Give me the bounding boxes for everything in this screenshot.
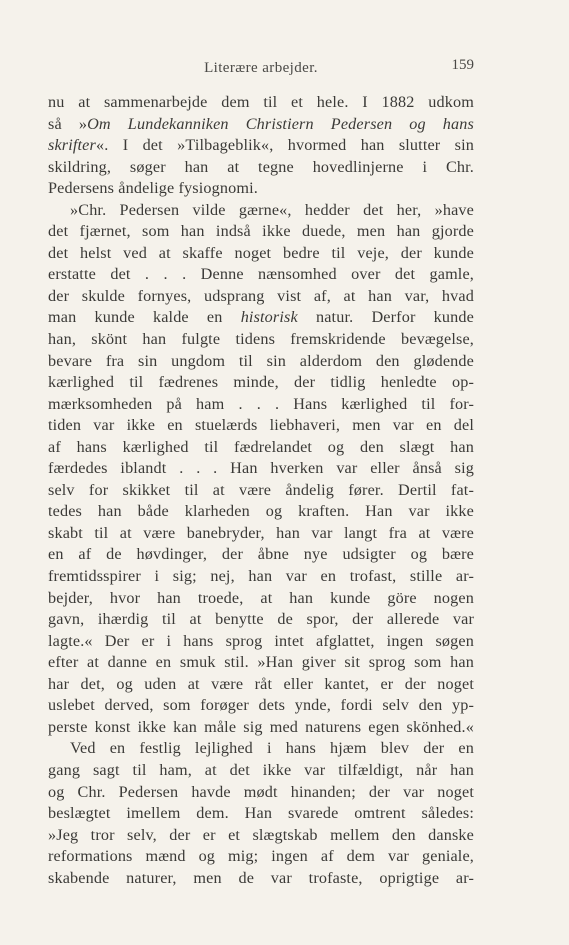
text-line: tedes han både klarheden og kraften. Han var ikke — [48, 502, 474, 521]
text-segment: natur. Derfor kunde — [297, 308, 474, 327]
text-line: perste konst ikke kan måle sig med naturens egen skönhed.« — [48, 717, 474, 736]
text-line: Pedersens åndelige fysiognomi. — [48, 179, 258, 198]
text-line: det helst ved at skaffe noget bedre til veje, der kunde — [48, 243, 474, 262]
text-line: har det, og uden at være råt eller kantet, er der noget — [48, 674, 474, 693]
italic-text: Om Lundekanniken Christiern Pedersen og hans — [87, 114, 474, 133]
text-line: »Chr. Pedersen vilde gærne«, hedder det her, »have — [70, 200, 474, 219]
text-line: færdedes iblandt . . . Han hverken var eller ånså sig — [48, 459, 474, 478]
text-line: erstatte det . . . Denne nænsomhed over det gamle, — [48, 265, 474, 284]
text-segment: man kunde kalde en — [48, 308, 241, 327]
text-line: der skulde fornyes, udsprang vist af, at han var, hvad — [48, 286, 474, 305]
text-line — [48, 135, 474, 157]
text-line: en af de høvdinger, der åbne nye udsigter og bære — [48, 545, 474, 564]
text-line: beslægtet imellem dem. Han svarede omtrent således: — [48, 804, 474, 823]
text-line: Ved en festlig lejlighed i hans hjæm blev der en — [70, 739, 474, 758]
text-line: selv for skikket til at være åndelig fører. Dertil fat- — [48, 480, 474, 499]
text-line: det fjærnet, som han indså ikke duede, men han gjorde — [48, 222, 474, 241]
text-line: og Chr. Pedersen havde mødt hinanden; der var noget — [48, 782, 474, 801]
body-text — [48, 92, 474, 889]
text-line: uslebet derved, som forøger dets ynde, fordi selv den yp- — [48, 696, 474, 715]
text-line: skabt til at være banebryder, han var langt fra at være — [48, 523, 474, 542]
text-segment: «. I det »Tilbageblik«, hvormed han slutter sin — [95, 136, 474, 155]
text-line: lagte.« Der er i hans sprog intet afglattet, ingen søgen — [48, 631, 474, 650]
running-head — [48, 57, 474, 82]
text-line: bejder, hvor han troede, at han kunde göre nogen — [48, 588, 474, 607]
text-line: af hans kærlighed til fædrelandet og den slægt han — [48, 437, 474, 456]
text-line — [48, 307, 474, 329]
text-segment: så » — [48, 114, 88, 133]
page-number: 159 — [451, 57, 474, 73]
text-line: efter at danne en smuk stil. »Han giver sit sprog som han — [48, 653, 474, 672]
text-line: skildring, søger han at tegne hovedlinjerne i Chr. — [48, 157, 474, 176]
text-line: bevare fra sin ungdom til sin alderdom den glødende — [48, 351, 474, 370]
text-line: nu at sammenarbejde dem til et hele. I 1882 udkom — [48, 93, 474, 111]
text-line: skabende naturer, men de var trofaste, oprigtige ar- — [48, 868, 474, 887]
italic-text: skrifter — [48, 136, 96, 155]
text-line: tiden var ikke en stuelærds liebhaveri, men var en del — [48, 416, 474, 435]
text-line: »Jeg tror selv, der er et slægtskab mellem den danske — [48, 825, 474, 844]
text-line: reformations mænd og mig; ingen af dem var geniale, — [48, 847, 474, 866]
text-line: han, skönt han fulgte tidens fremskridende bevægelse, — [48, 330, 474, 349]
text-line — [48, 114, 474, 136]
text-line: gang sagt til ham, at det ikke var tilfældigt, når han — [48, 760, 474, 779]
italic-text: historisk — [240, 308, 298, 327]
running-title: Literære arbejder. — [204, 60, 318, 76]
text-line: mærksomheden på ham . . . Hans kærlighed til for- — [48, 394, 474, 413]
text-line: gavn, ihærdig til at benytte de spor, der allerede var — [48, 610, 474, 629]
text-line: kærlighed til fædrenes minde, der tidlig henledte op- — [48, 373, 474, 392]
text-line: fremtidsspirer i sig; nej, han var en trofast, stille ar- — [48, 567, 474, 586]
